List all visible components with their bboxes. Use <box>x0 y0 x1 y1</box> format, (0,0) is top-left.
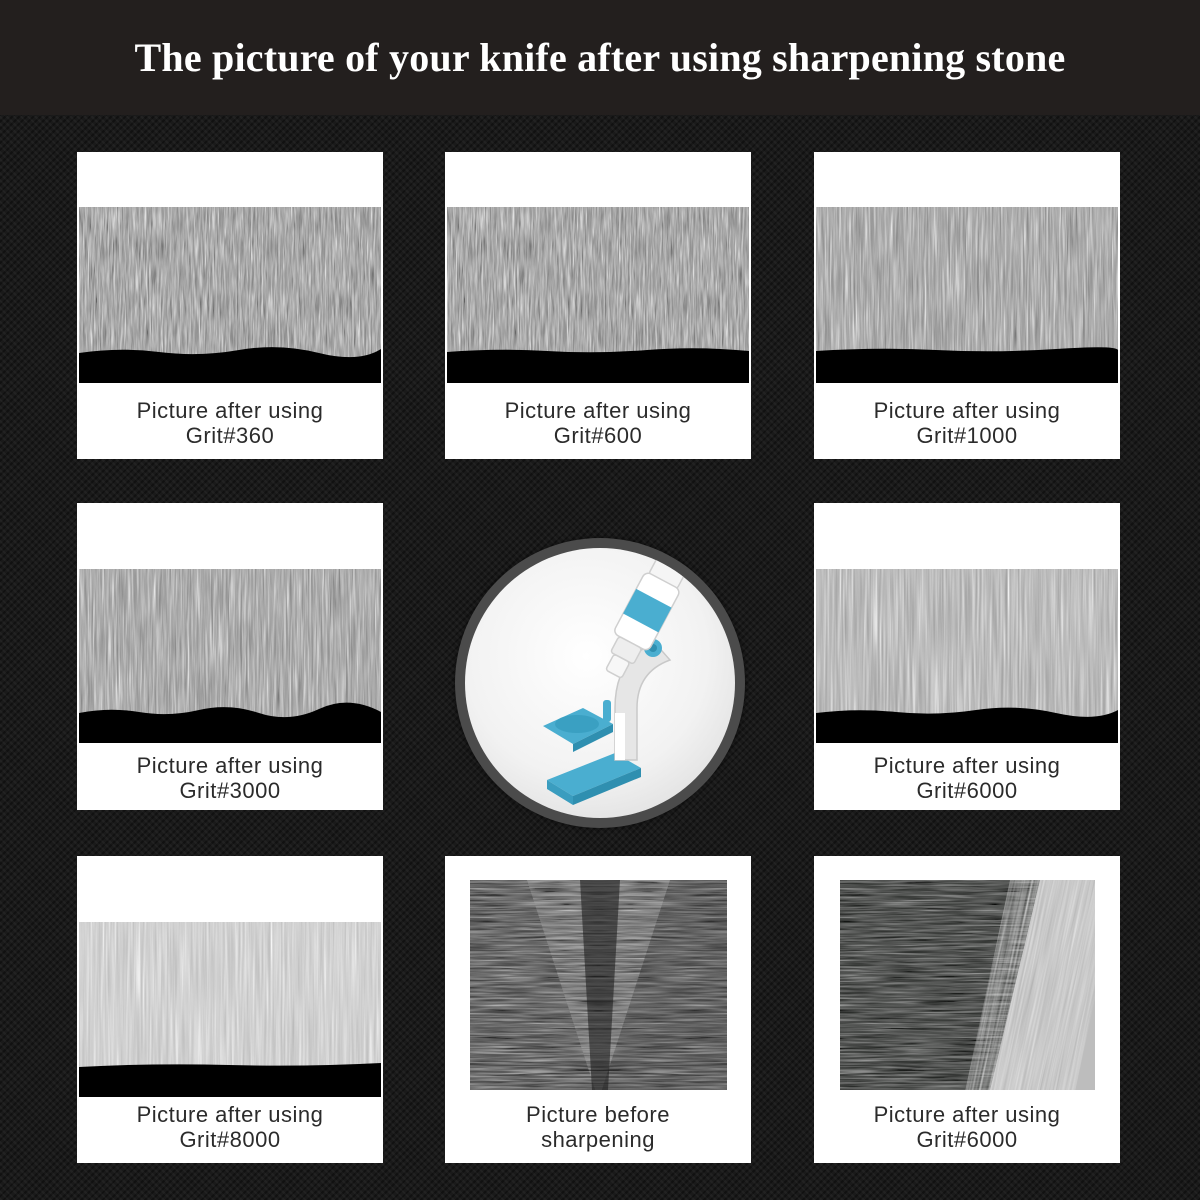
microscope-icon <box>465 548 735 818</box>
grit-6000-detail-card <box>814 856 1120 1163</box>
caption-line2: Grit#3000 <box>179 778 281 803</box>
before-sharpening-micrograph <box>470 880 727 1090</box>
grit-1000-caption <box>814 398 1120 448</box>
caption-line2: Grit#360 <box>185 423 275 448</box>
caption-line1: Picture after using <box>136 1102 324 1127</box>
grit-3000-micrograph <box>79 569 381 743</box>
microscope-badge <box>455 538 745 828</box>
grit-6000-caption <box>814 753 1120 803</box>
caption-line2: Grit#6000 <box>916 1127 1018 1152</box>
page-title: The picture of your knife after using sharpening stone <box>134 35 1066 80</box>
grit-1000-card <box>814 152 1120 459</box>
caption-line1: Picture after using <box>136 753 324 778</box>
grit-6000-detail-caption <box>814 1102 1120 1152</box>
grit-360-caption <box>77 398 383 448</box>
caption-line2: sharpening <box>541 1127 655 1152</box>
grit-360-card <box>77 152 383 459</box>
before-sharpening-card <box>445 856 751 1163</box>
caption-line2: Grit#1000 <box>916 423 1018 448</box>
grit-8000-caption <box>77 1102 383 1152</box>
grit-6000-micrograph <box>816 569 1118 743</box>
grit-1000-micrograph <box>816 207 1118 383</box>
grit-600-caption <box>445 398 751 448</box>
grit-8000-card <box>77 856 383 1163</box>
caption-line1: Picture after using <box>504 398 692 423</box>
grit-6000-card <box>814 503 1120 810</box>
grit-3000-caption <box>77 753 383 803</box>
grit-8000-micrograph <box>79 922 381 1097</box>
grit-600-micrograph <box>447 207 749 383</box>
caption-line1: Picture after using <box>136 398 324 423</box>
grit-3000-card <box>77 503 383 810</box>
before-sharpening-caption <box>445 1102 751 1152</box>
caption-line1: Picture after using <box>873 398 1061 423</box>
grit-600-card <box>445 152 751 459</box>
caption-line1: Picture after using <box>873 753 1061 778</box>
caption-line2: Grit#600 <box>553 423 643 448</box>
grit-6000-detail-micrograph <box>840 880 1095 1090</box>
page-header <box>0 0 1200 115</box>
caption-line2: Grit#6000 <box>916 778 1018 803</box>
grit-360-micrograph <box>79 207 381 383</box>
caption-line1: Picture before <box>526 1102 670 1127</box>
caption-line1: Picture after using <box>873 1102 1061 1127</box>
caption-line2: Grit#8000 <box>179 1127 281 1152</box>
